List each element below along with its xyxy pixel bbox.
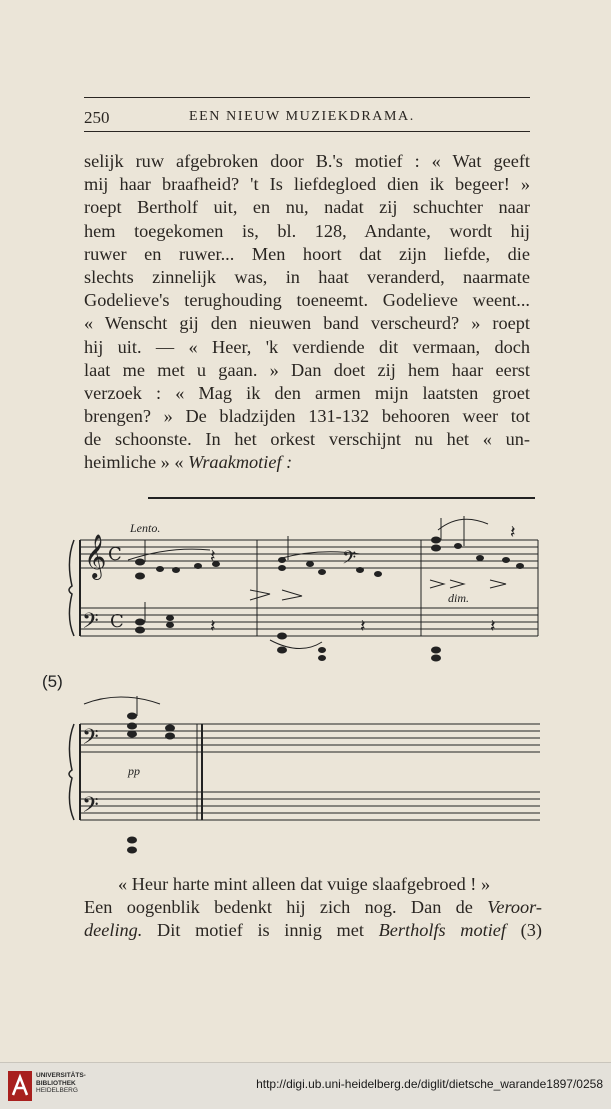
- common-time-icon: C: [110, 611, 124, 632]
- header-bottom-rule: [84, 131, 530, 132]
- example-number: (5): [42, 672, 63, 691]
- page-number: 250: [84, 108, 110, 127]
- bass-clef-change-icon: 𝄢: [342, 548, 357, 573]
- footer-bar: [0, 1062, 611, 1109]
- text-line: hem toegekomen is, bl. 128, Andante, wordt hij: [84, 220, 530, 241]
- svg-text:𝄽: 𝄽: [360, 616, 366, 637]
- body-text: [84, 150, 530, 475]
- text-line: [84, 896, 542, 919]
- text-line: [84, 919, 542, 942]
- text-line: selijk ruw afgebroken door B.'s motief : « Wat geeft: [84, 151, 530, 171]
- bass-clef-icon: 𝄢: [82, 609, 99, 639]
- source-url-link[interactable]: http://digi.ub.uni-heidelberg.de/diglit/dietsche_warande1897/0258: [256, 1077, 603, 1091]
- bass-clef-icon: 𝄢: [82, 725, 99, 755]
- library-name: [36, 1072, 86, 1095]
- header-top-rule: [84, 97, 530, 98]
- text-line: brengen? » De bladzijden 131-132 behooren weer tot: [84, 406, 530, 427]
- line-mid: Dit motief is innig met: [157, 920, 364, 941]
- text-line: laat me met u gaan. » Dan doet zij hem haar eerst: [84, 359, 530, 380]
- text-line: Godelieve's terughouding toeneemt. Godelieve weent...: [84, 290, 530, 311]
- quote-line: « Heur harte mint alleen dat vuige slaafgebroed ! »: [118, 874, 491, 894]
- text-line-last: [84, 451, 530, 474]
- music-example: [60, 490, 550, 870]
- treble-clef-icon: 𝄞: [84, 534, 107, 578]
- svg-text:𝄽: 𝄽: [210, 616, 216, 637]
- library-line: UNIVERSITÄTS-: [36, 1072, 86, 1079]
- veroordeeling-term: Veroor-: [487, 897, 542, 918]
- line-suffix: (3): [520, 920, 542, 941]
- university-logo-icon: [8, 1071, 32, 1101]
- wraakmotief-term: Wraakmotief :: [188, 452, 293, 473]
- line-prefix: Een oogenblik bedenkt hij zich nog. Dan de: [84, 897, 473, 918]
- system2-bass-staff: [80, 792, 540, 820]
- text-line: de schoonste. In het orkest verschijnt nu het « un-: [84, 429, 530, 450]
- running-header: [84, 108, 528, 128]
- text-line: slechts zinnelijk was, in haat veranderd, naarmate: [84, 266, 530, 287]
- common-time-icon: C: [108, 544, 122, 565]
- pp-marking: pp: [128, 764, 140, 778]
- veroordeeling-term-end: deeling.: [84, 920, 143, 941]
- svg-text:𝄽: 𝄽: [490, 616, 496, 637]
- running-title: EEN NIEUW MUZIEKDRAMA.: [189, 109, 415, 124]
- text-line: mij haar braafheid? 't Is liefdegloed dien ik begeer! »: [84, 174, 530, 195]
- bass-clef-icon: 𝄢: [82, 793, 99, 823]
- system1-bass-staff: [80, 608, 538, 636]
- text-line: hij uit. — « Heer, 'k verdiende dit vermaan, doch: [84, 336, 530, 357]
- text-line: roept Bertholf uit, en nu, nadat zij schuchter naar: [84, 197, 530, 218]
- dim-marking: dim.: [448, 591, 469, 605]
- library-line: BIBLIOTHEK: [36, 1079, 76, 1087]
- text-line: verzoek : « Mag ik den armen mijn laatsten groet: [84, 382, 530, 403]
- system2-treble-staff: [80, 724, 540, 752]
- tempo-marking: Lento.: [130, 521, 161, 535]
- text-line: ruwer en ruwer... Men hoort dat zijn liefde, die: [84, 243, 530, 264]
- bertholfs-motief-term: Bertholfs motief: [378, 920, 506, 941]
- svg-text:𝄽: 𝄽: [210, 546, 216, 567]
- text-line: « Wenscht gij den nieuwen band verscheurd? » roept: [84, 313, 530, 334]
- library-line: HEIDELBERG: [36, 1087, 78, 1094]
- last-line-prefix: heimliche » «: [84, 452, 184, 473]
- svg-text:𝄽: 𝄽: [510, 522, 516, 543]
- body-text-continued: [84, 873, 542, 943]
